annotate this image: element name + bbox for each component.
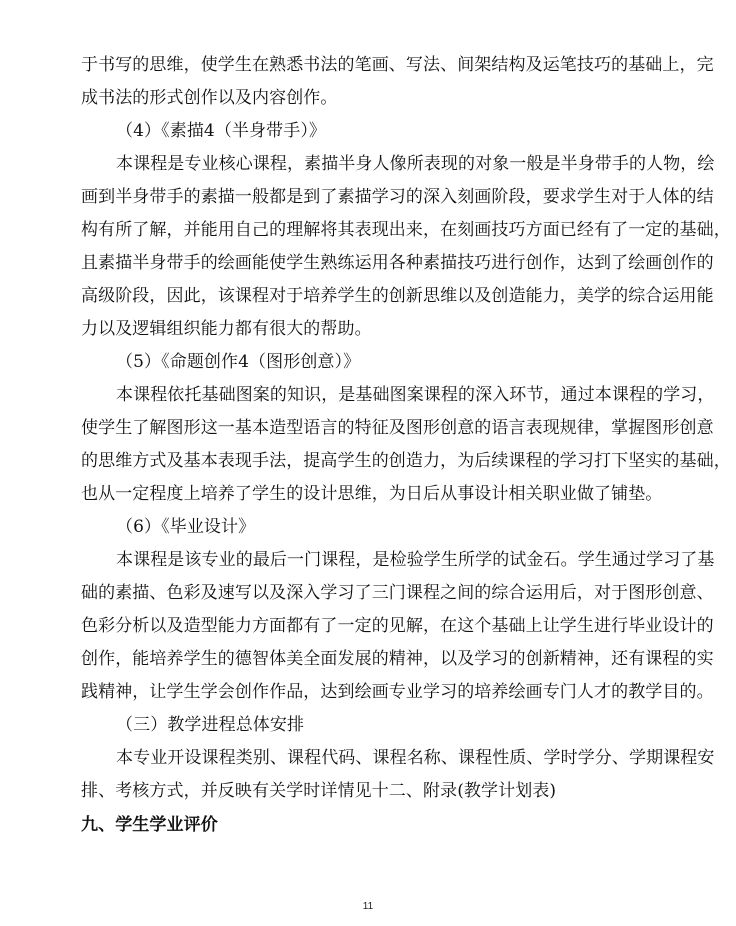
paragraph-line: 使学生了解图形这一基本造型语言的特征及图形创意的语言表现规律，掌握图形创意 <box>81 418 714 438</box>
paragraph-line: 画到半身带手的素描一般都是到了素描学习的深入刻画阶段，要求学生对于人体的结 <box>81 187 714 207</box>
paragraph-line: 力以及逻辑组织能力都有很大的帮助。 <box>81 319 372 339</box>
paragraph-line: 构有所了解，并能用自己的理解将其表现出来，在刻画技巧方面已经有了一定的基础， <box>81 220 731 240</box>
paragraph-line: 础的素描、色彩及速写以及深入学习了三门课程之间的综合运用后，对于图形创意、 <box>81 583 714 603</box>
paragraph-line: 高级阶段，因此，该课程对于培养学生的创新思维以及创造能力，美学的综合运用能 <box>81 286 714 306</box>
section-subheading: （三）教学进程总体安排 <box>116 715 305 735</box>
page-number: 11 <box>362 901 374 912</box>
paragraph-line: 本专业开设课程类别、课程代码、课程名称、课程性质、学时学分、学期课程安 <box>116 748 715 768</box>
section-subheading: （6）《毕业设计》 <box>116 517 256 537</box>
paragraph-line: 本课程是该专业的最后一门课程，是检验学生所学的试金石。学生通过学习了基 <box>116 550 715 570</box>
section-subheading: （5）《命题创作4（图形创意）》 <box>116 352 361 372</box>
paragraph-line: 创作，能培养学生的德智体美全面发展的精神，以及学习的创新精神，还有课程的实 <box>81 649 714 669</box>
section-subheading: （4）《素描4（半身带手）》 <box>116 121 327 141</box>
paragraph-line: 成书法的形式创作以及内容创作。 <box>81 88 338 108</box>
paragraph-line: 践精神，让学生学会创作作品，达到绘画专业学习的培养绘画专门人才的教学目的。 <box>81 682 714 702</box>
paragraph-line: 排、考核方式，并反映有关学时详情见十二、附录(教学计划表) <box>81 781 557 801</box>
paragraph-line: 于书写的思维，使学生在熟悉书法的笔画、写法、间架结构及运笔技巧的基础上，完 <box>81 55 714 75</box>
paragraph-line: 且素描半身带手的绘画能使学生熟练运用各种素描技巧进行创作，达到了绘画创作的 <box>81 253 714 273</box>
section-heading: 九、学生学业评价 <box>81 815 218 835</box>
paragraph-line: 本课程是专业核心课程，素描半身人像所表现的对象一般是半身带手的人物，绘 <box>116 154 715 174</box>
paragraph-line: 的思维方式及基本表现手法，提高学生的创造力，为后续课程的学习打下坚实的基础， <box>81 451 731 471</box>
paragraph-line: 本课程依托基础图案的知识，是基础图案课程的深入环节，通过本课程的学习， <box>116 385 715 405</box>
paragraph-line: 色彩分析以及造型能力方面都有了一定的见解，在这个基础上让学生进行毕业设计的 <box>81 616 714 636</box>
paragraph-line: 也从一定程度上培养了学生的设计思维，为日后从事设计相关职业做了铺垫。 <box>81 484 663 504</box>
